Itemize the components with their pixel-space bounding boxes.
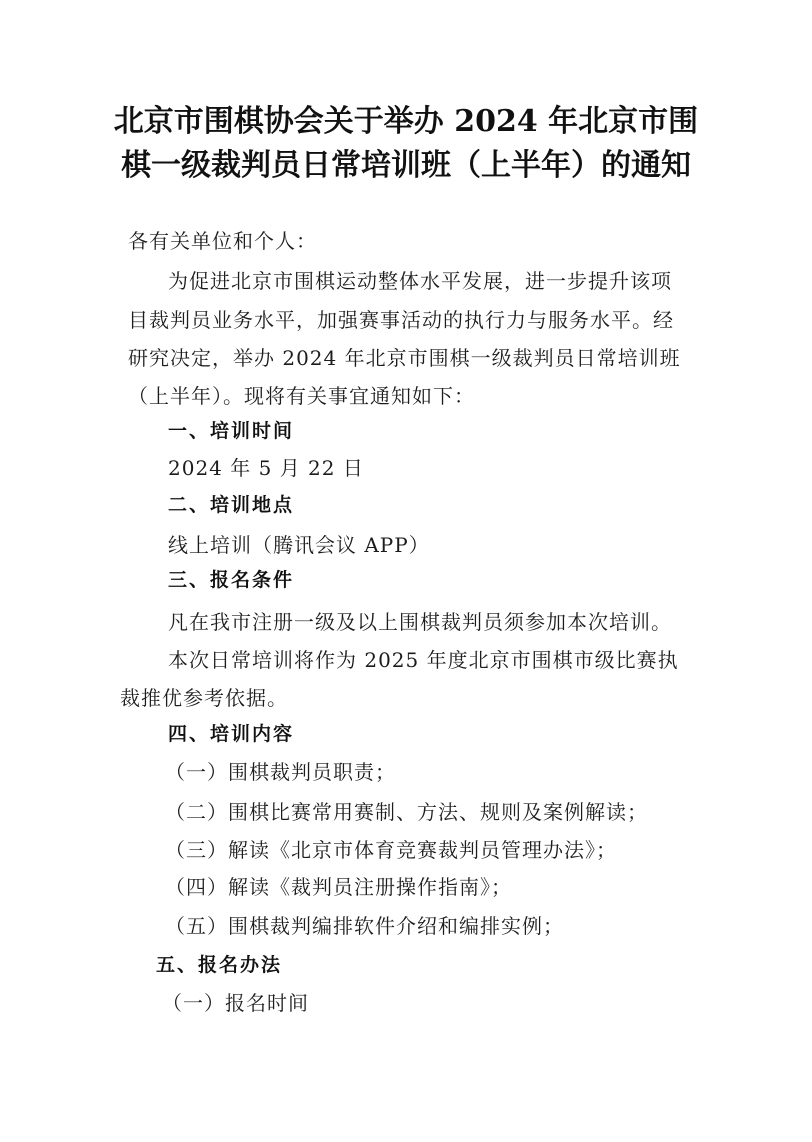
document-title [0,100,812,188]
intro-line: 目裁判员业务水平，加强赛事活动的执行力与服务水平。经 [128,308,674,332]
content-item: （四）解读《裁判员注册操作指南》； [165,875,512,899]
intro-line: 研究决定，举办 2024 年北京市围棋一级裁判员日常培训班 [128,346,681,370]
training-date: 2024 年 5 月 22 日 [168,456,364,480]
training-location: 线上培训（腾讯会议 APP） [168,533,430,557]
eligibility-line: 裁推优参考依据。 [120,686,288,710]
eligibility-line: 本次日常培训将作为 2025 年度北京市围棋市级比赛执 [168,648,679,672]
content-item: （五）围棋裁判编排软件介绍和编排实例； [165,914,564,938]
content-item: （二）围棋比赛常用赛制、方法、规则及案例解读； [165,800,648,824]
intro-line: 为促进北京市围棋运动整体水平发展，进一步提升该项 [168,269,672,293]
section-heading-5: 五、报名办法 [156,954,283,976]
title-line-1: 北京市围棋协会关于举办 2024 年北京市围 [113,104,699,139]
section-heading-2: 二、培训地点 [168,494,295,516]
content-item: （一）围棋裁判员职责； [165,760,396,784]
registration-item: （一）报名时间 [162,991,309,1015]
section-heading-3: 三、报名条件 [168,569,295,591]
intro-line: （上半年）。现将有关事宜通知如下： [128,384,475,408]
salutation: 各有关单位和个人： [128,229,317,253]
eligibility-line: 凡在我市注册一级及以上围棋裁判员须参加本次培训。 [168,610,672,634]
content-item: （三）解读《北京市体育竞赛裁判员管理办法》； [165,838,617,862]
section-heading-1: 一、培训时间 [168,420,295,442]
title-line-2: 棋一级裁判员日常培训班（上半年）的通知 [121,148,691,183]
section-heading-4: 四、培训内容 [168,723,295,745]
